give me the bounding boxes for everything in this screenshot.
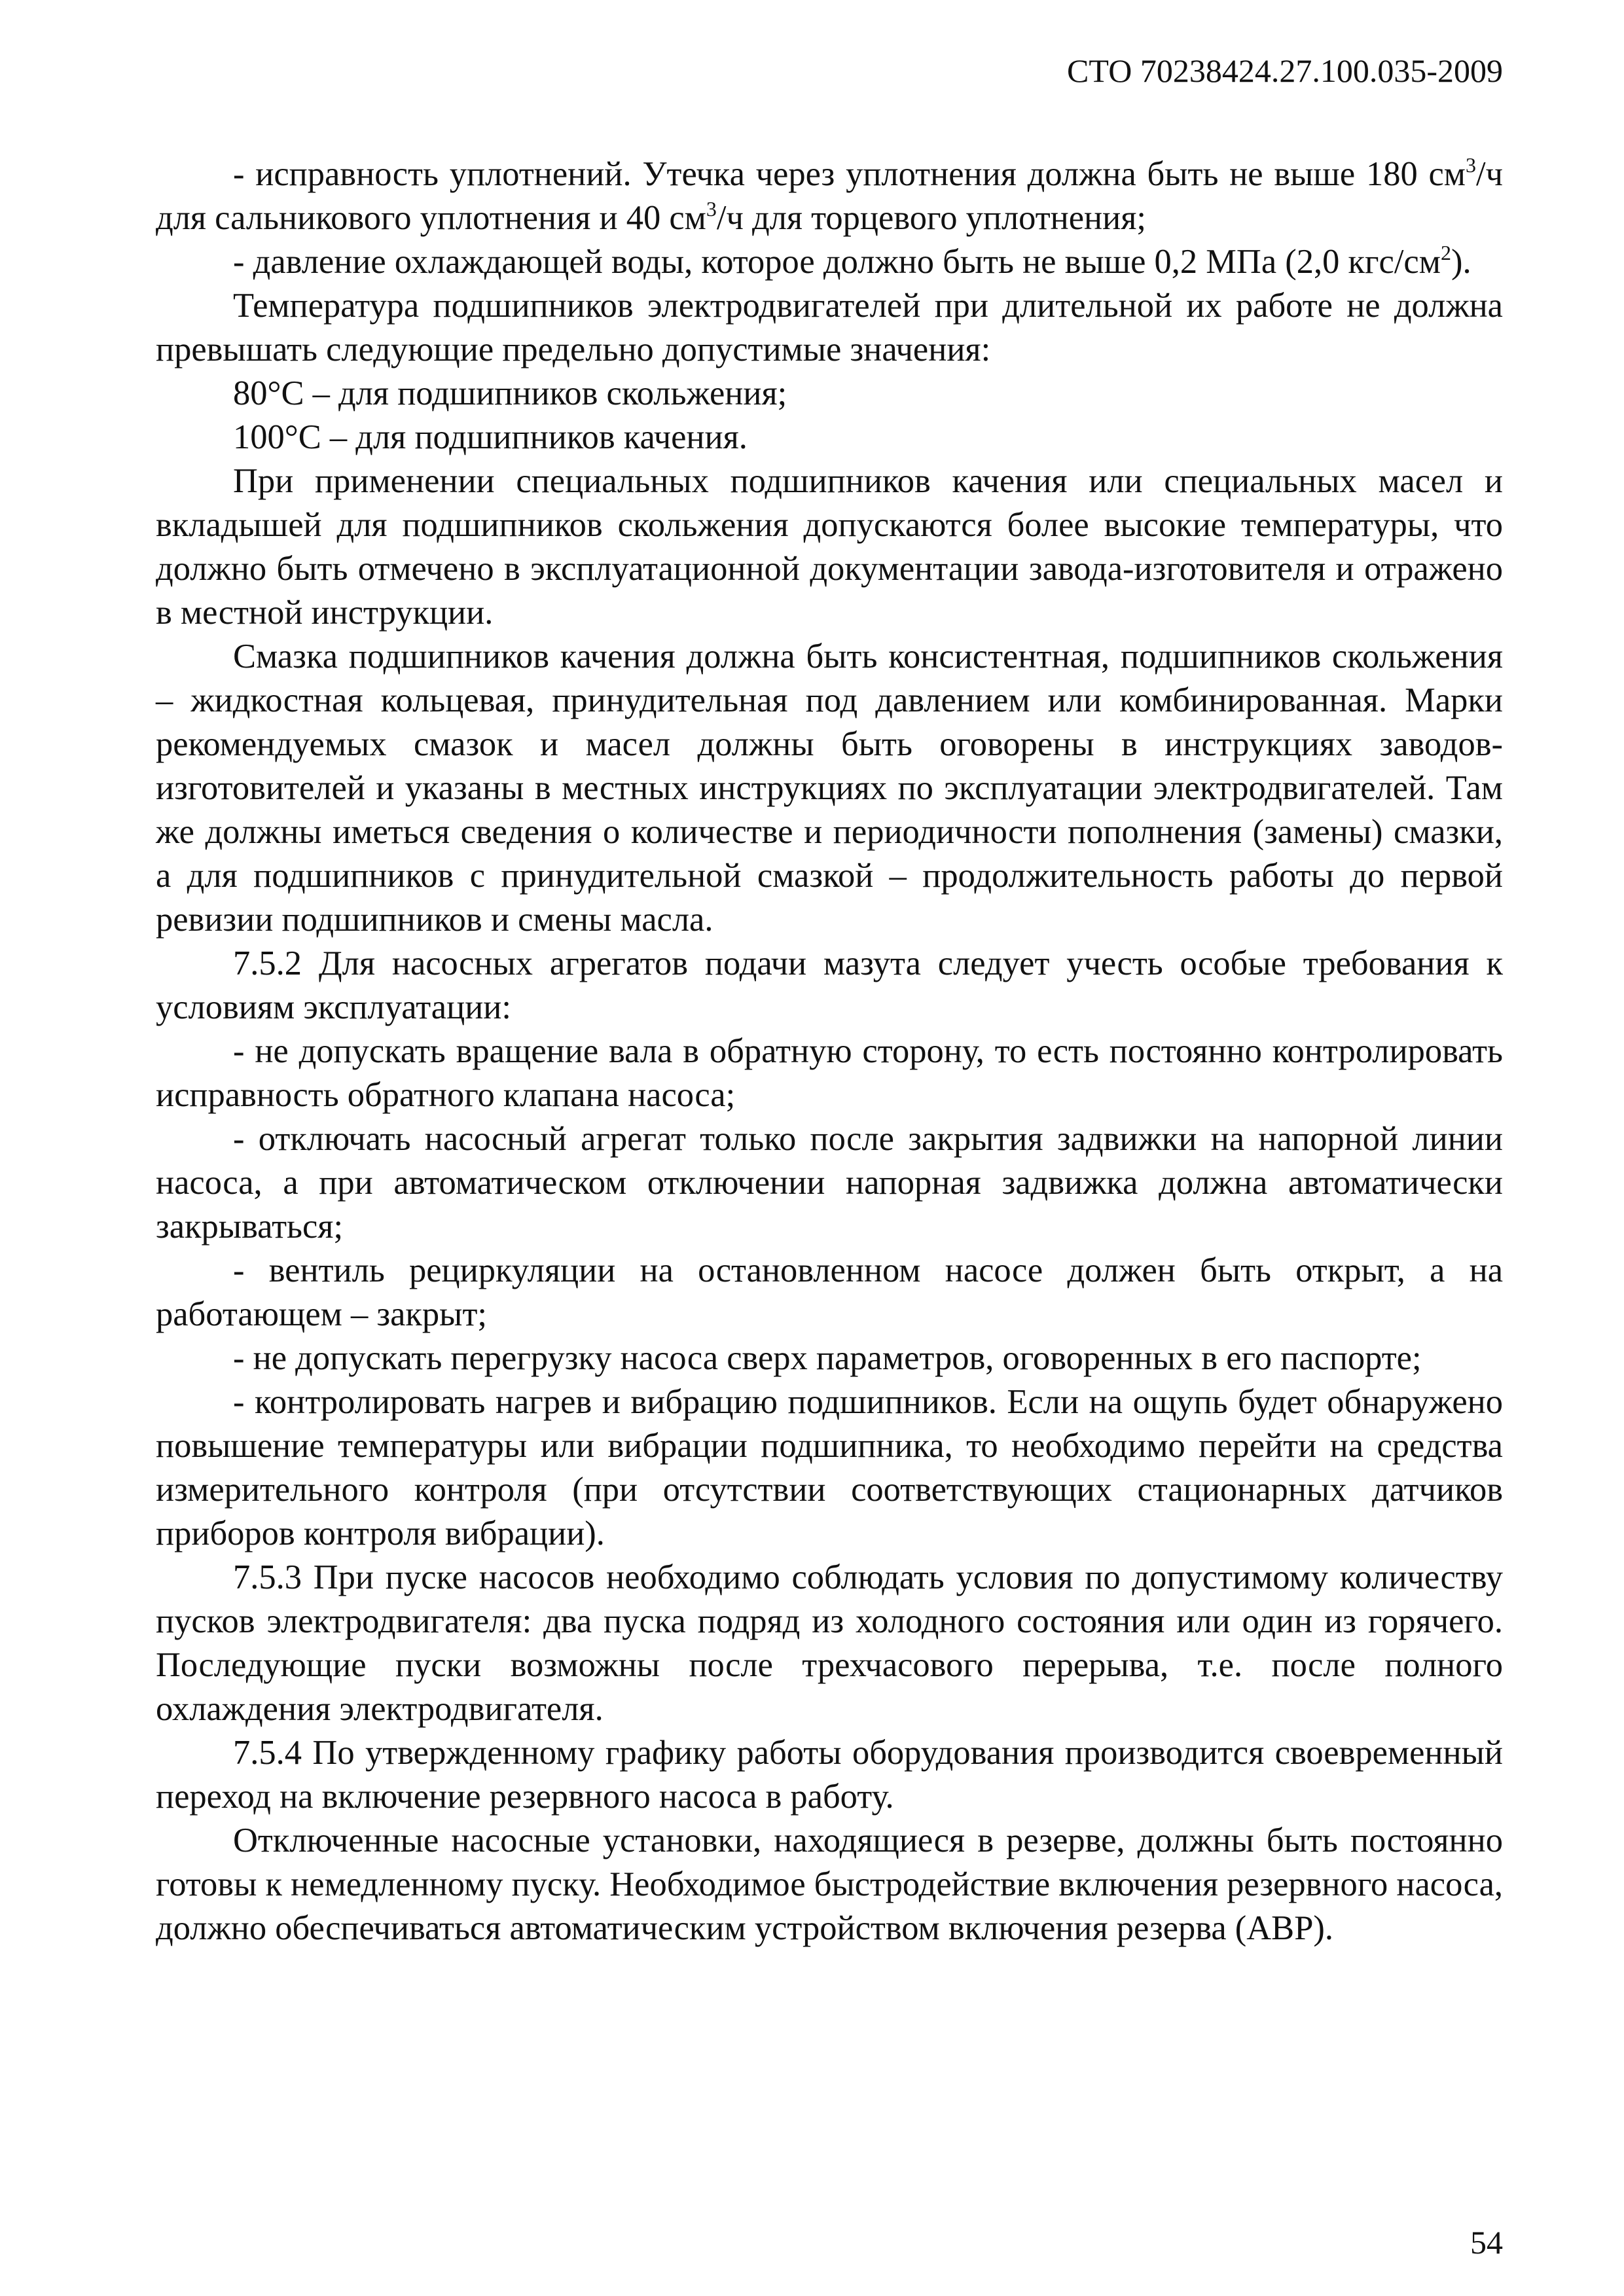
paragraph-vibration-control: - контролировать нагрев и вибрацию подшипников. Если на ощупь будет обнаружено повышение температуры или вибрации подшипника, то необходимо перейти на средства измерительного контроля (при отсутствии соответствующих стационарных датчиков приборов контроля вибрации). [156, 1383, 1503, 1552]
paragraph-text: - давление охлаждающей воды, которое должно быть не выше 0,2 МПа (2,0 кгс/см [233, 243, 1441, 281]
paragraph-text: /ч для сальникового уплотнения и 40 см [156, 155, 1503, 237]
paragraph-rolling-bearings-limit: 100°С – для подшипников качения. [233, 418, 748, 456]
page-number: 54 [1470, 2224, 1503, 2261]
superscript: 2 [1440, 241, 1451, 264]
superscript: 3 [706, 197, 717, 221]
body-text [156, 152, 1503, 1950]
paragraph-bearing-lubrication: Смазка подшипников качения должна быть консистентная, подшипников скольжения – жидкостная кольцевая, принудительная под давлением или комбинированная. Марки рекомендуемых смазок и масел должны быть оговорены в инструкциях заводов-изготовителей и указаны в местных инструкциях по эксплуатации электродвигателей. Там же должны иметься сведения о количестве и периодичности пополнения (замены) смазки, а для подшипников с принудительной смазкой – продолжительность работы до первой ревизии подшипников и смены масла. [156, 637, 1503, 939]
paragraph-seal-tightness [156, 152, 1503, 240]
paragraph-section-7-5-3: 7.5.3 При пуске насосов необходимо соблюдать условия по допустимому количеству пусков электродвигателя: два пуска подряд из холодного состояния или один из горячего. Последующие пуски возможны после трехчасового перерыва, т.е. после полного охлаждения электродвигателя. [156, 1558, 1503, 1728]
paragraph-section-7-5-2: 7.5.2 Для насосных агрегатов подачи мазута следует учесть особые требования к условиям эксплуатации: [156, 944, 1503, 1026]
paragraph-standby-pumps: Отключенные насосные установки, находящиеся в резерве, должны быть постоянно готовы к немедленному пуску. Необходимое быстродействие включения резервного насоса, должно обеспечиваться автоматическим устройством включения резерва (АВР). [156, 1821, 1504, 1947]
document-code-header: СТО 70238424.27.100.035-2009 [1067, 52, 1503, 89]
paragraph-recirculation-valve: - вентиль рециркуляции на остановленном насосе должен быть открыт, а на работающем – закрыт; [156, 1251, 1503, 1333]
paragraph-text: - исправность уплотнений. Утечка через уплотнения должна быть не выше 180 см [233, 155, 1466, 193]
superscript: 3 [1466, 153, 1476, 177]
paragraph-sliding-bearings-limit: 80°С – для подшипников скольжения; [233, 374, 787, 412]
paragraph-pump-shutdown: - отключать насосный агрегат только после закрытия задвижки на напорной линии насоса, а при автоматическом отключении напорная задвижка должна автоматически закрываться; [156, 1120, 1503, 1246]
paragraph-shaft-rotation: - не допускать вращение вала в обратную сторону, то есть постоянно контролировать исправность обратного клапана насоса; [156, 1032, 1503, 1114]
paragraph-cooling-water-pressure [156, 240, 1503, 284]
paragraph-text: ). [1451, 243, 1471, 281]
paragraph-text: /ч для торцевого уплотнения; [716, 199, 1146, 237]
paragraph-bearing-temperature: Температура подшипников электродвигателей при длительной их работе не должна превышать следующие предельно допустимые значения: [156, 287, 1503, 368]
paragraph-special-bearings: При применении специальных подшипников качения или специальных масел и вкладышей для подшипников скольжения допускаются более высокие температуры, что должно быть отмечено в эксплуатационной документации завода-изготовителя и отражено в местной инструкции. [156, 462, 1503, 632]
paragraph-overload: - не допускать перегрузку насоса сверх параметров, оговоренных в его паспорте; [233, 1339, 1422, 1377]
paragraph-section-7-5-4: 7.5.4 По утвержденному графику работы оборудования производится своевременный переход на включение резервного насоса в работу. [156, 1734, 1503, 1816]
